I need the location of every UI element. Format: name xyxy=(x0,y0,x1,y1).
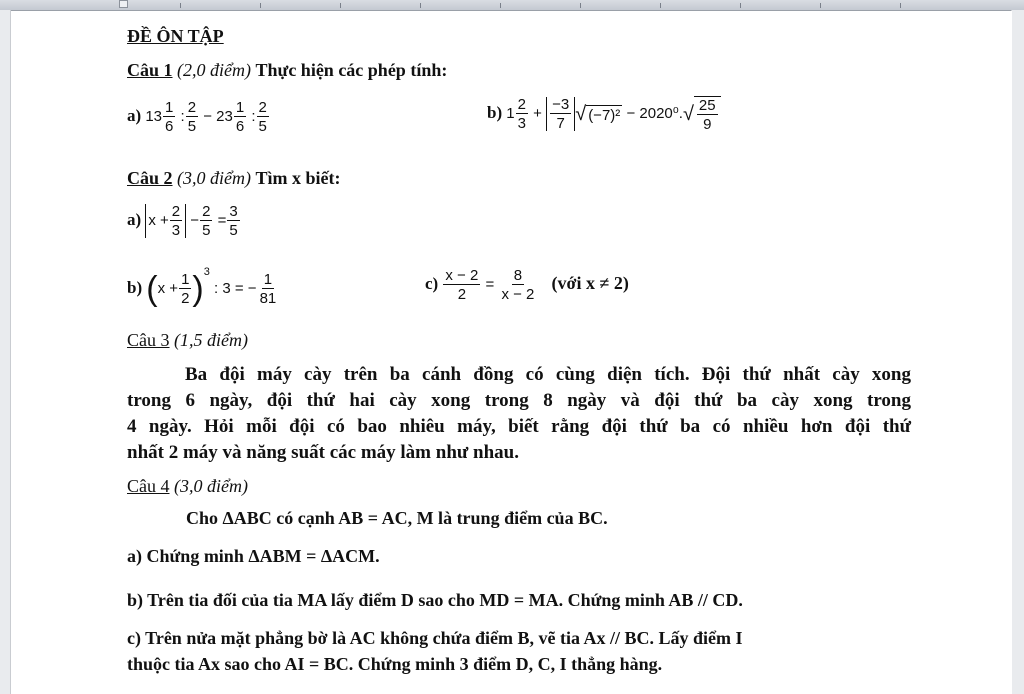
question-4c-line-1: c) Trên nửa mặt phẳng bờ là AC không chứa điểm B, vẽ tia Ax // BC. Lấy điểm I xyxy=(127,628,743,648)
denominator: 3 xyxy=(517,115,526,132)
denominator: 9 xyxy=(703,116,712,133)
operator: − 2020⁰. xyxy=(626,104,683,122)
numerator: 1 xyxy=(235,99,245,116)
condition-text: (với x ≠ 2) xyxy=(551,272,629,293)
question-3-line-2: trong 6 ngày, đội thứ hai cày xong trong 8 ngày và đội thứ ba cày xong trong xyxy=(127,390,911,411)
ruler-tick xyxy=(180,3,181,8)
fraction xyxy=(257,100,269,134)
fraction xyxy=(258,272,279,306)
question-2c-label: c) xyxy=(425,273,439,293)
question-2-text: Tìm x biết: xyxy=(255,168,341,188)
left-margin-bar xyxy=(0,10,11,694)
vertical-scrollbar[interactable] xyxy=(1011,10,1024,694)
right-paren: ) xyxy=(192,270,204,309)
question-4b: b) Trên tia đối của tia MA lấy điểm D sao cho MD = MA. Chứng minh AB // CD. xyxy=(127,590,743,610)
question-3-line-1: Ba đội máy cày trên ba cánh đồng có cùng diện tích. Đội thứ nhất cày xong xyxy=(185,364,911,385)
question-2-points: (3,0 điểm) xyxy=(177,168,251,188)
fraction xyxy=(234,100,246,134)
fraction xyxy=(443,268,480,302)
left-paren: ( xyxy=(146,270,158,309)
question-2a-label: a) xyxy=(127,209,142,229)
ruler-tick xyxy=(900,3,901,8)
question-1-points: (2,0 điểm) xyxy=(177,60,251,80)
numerator: 2 xyxy=(517,96,526,113)
denominator: 3 xyxy=(171,222,181,239)
ruler-tick xyxy=(580,3,581,8)
numerator: 1 xyxy=(181,271,190,289)
absolute-value xyxy=(145,204,186,238)
question-3-points: (1,5 điểm) xyxy=(174,330,248,350)
denominator: 81 xyxy=(259,290,277,308)
question-1b xyxy=(487,96,721,132)
question-1b-label: b) xyxy=(487,102,503,122)
fraction xyxy=(697,98,718,132)
ruler[interactable] xyxy=(0,0,1024,11)
radicand: (−7)² xyxy=(588,106,621,124)
question-4-intro: Cho ΔABC có cạnh AB = AC, M là trung điểm của BC. xyxy=(186,508,608,528)
ruler-tick xyxy=(500,3,501,8)
absolute-value xyxy=(546,97,575,131)
operator: = xyxy=(485,275,495,293)
document-title: ĐỀ ÔN TẬP xyxy=(127,26,224,46)
radical-icon: √ xyxy=(575,103,587,125)
fraction xyxy=(186,100,198,134)
numerator: 2 xyxy=(187,99,197,116)
operator: = xyxy=(217,211,227,229)
mixed-whole: 13 xyxy=(145,107,163,125)
question-4a: a) Chứng minh ΔABM = ΔACM. xyxy=(127,546,380,566)
fraction xyxy=(499,268,536,302)
question-3-label: Câu 3 xyxy=(127,330,170,350)
ruler-tick xyxy=(420,3,421,8)
question-2a xyxy=(127,204,241,238)
question-4-points: (3,0 điểm) xyxy=(174,476,248,496)
ruler-tick xyxy=(340,3,341,8)
ruler-tick xyxy=(740,3,741,8)
question-4c-line-2: thuộc tia Ax sao cho AI = BC. Chứng minh 3 điểm D, C, I thẳng hàng. xyxy=(127,654,663,674)
ruler-indent-marker[interactable] xyxy=(119,0,128,8)
denominator: 5 xyxy=(202,222,211,239)
mixed-whole: 1 xyxy=(506,104,515,122)
question-2-label: Câu 2 xyxy=(127,168,173,188)
variable-expr: x + xyxy=(148,211,169,229)
question-2b xyxy=(127,266,279,309)
question-1a xyxy=(127,100,270,134)
fraction xyxy=(179,272,191,306)
square-root xyxy=(683,96,721,132)
question-2c xyxy=(425,268,629,302)
operator: : 3 = − xyxy=(214,280,257,297)
operator: : xyxy=(251,107,256,125)
operator: + xyxy=(533,104,542,122)
exponent: 3 xyxy=(203,266,210,278)
numerator: x − 2 xyxy=(445,267,479,284)
question-2-header xyxy=(127,168,341,189)
numerator: 1 xyxy=(263,271,273,289)
square-root xyxy=(575,104,622,124)
denominator: 2 xyxy=(457,286,467,303)
question-1-label: Câu 1 xyxy=(127,60,173,80)
denominator: x − 2 xyxy=(501,286,535,303)
fraction xyxy=(516,97,528,131)
numerator: 25 xyxy=(698,97,716,114)
question-1a-label: a) xyxy=(127,105,142,125)
fraction xyxy=(163,100,175,134)
operator: : xyxy=(180,107,185,125)
ruler-tick xyxy=(660,3,661,8)
numerator: 1 xyxy=(165,99,174,116)
variable-expr: x + xyxy=(157,280,179,297)
fraction xyxy=(550,97,571,131)
denominator: 6 xyxy=(165,118,174,135)
ruler-tick xyxy=(820,3,821,8)
denominator: 2 xyxy=(181,290,190,308)
denominator: 5 xyxy=(229,222,238,239)
numerator: 8 xyxy=(513,267,523,284)
fraction xyxy=(200,204,212,238)
denominator: 6 xyxy=(235,118,245,135)
question-3-line-3: 4 ngày. Hỏi mỗi đội có bao nhiêu máy, biết rằng đội thứ ba có nhiều hơn đội thứ xyxy=(127,416,911,437)
question-2b-label: b) xyxy=(127,278,143,297)
operator: − 23 xyxy=(203,107,233,125)
denominator: 5 xyxy=(258,118,267,135)
numerator: 2 xyxy=(171,203,181,220)
numerator: 3 xyxy=(229,203,238,220)
numerator: −3 xyxy=(552,96,570,113)
ruler-tick xyxy=(260,3,261,8)
operator: − xyxy=(190,211,200,229)
question-1-header xyxy=(127,60,447,81)
denominator: 5 xyxy=(187,118,197,135)
question-4-label: Câu 4 xyxy=(127,476,170,496)
fraction xyxy=(170,204,182,238)
radical-icon: √ xyxy=(682,103,694,125)
question-3-header xyxy=(127,330,248,351)
question-1-text: Thực hiện các phép tính: xyxy=(255,60,448,80)
denominator: 7 xyxy=(556,115,565,132)
question-3-line-4: nhất 2 máy và năng suất các máy làm như nhau. xyxy=(127,442,519,463)
fraction xyxy=(227,204,239,238)
question-4-header xyxy=(127,476,248,497)
numerator: 2 xyxy=(202,203,211,220)
numerator: 2 xyxy=(258,99,267,116)
